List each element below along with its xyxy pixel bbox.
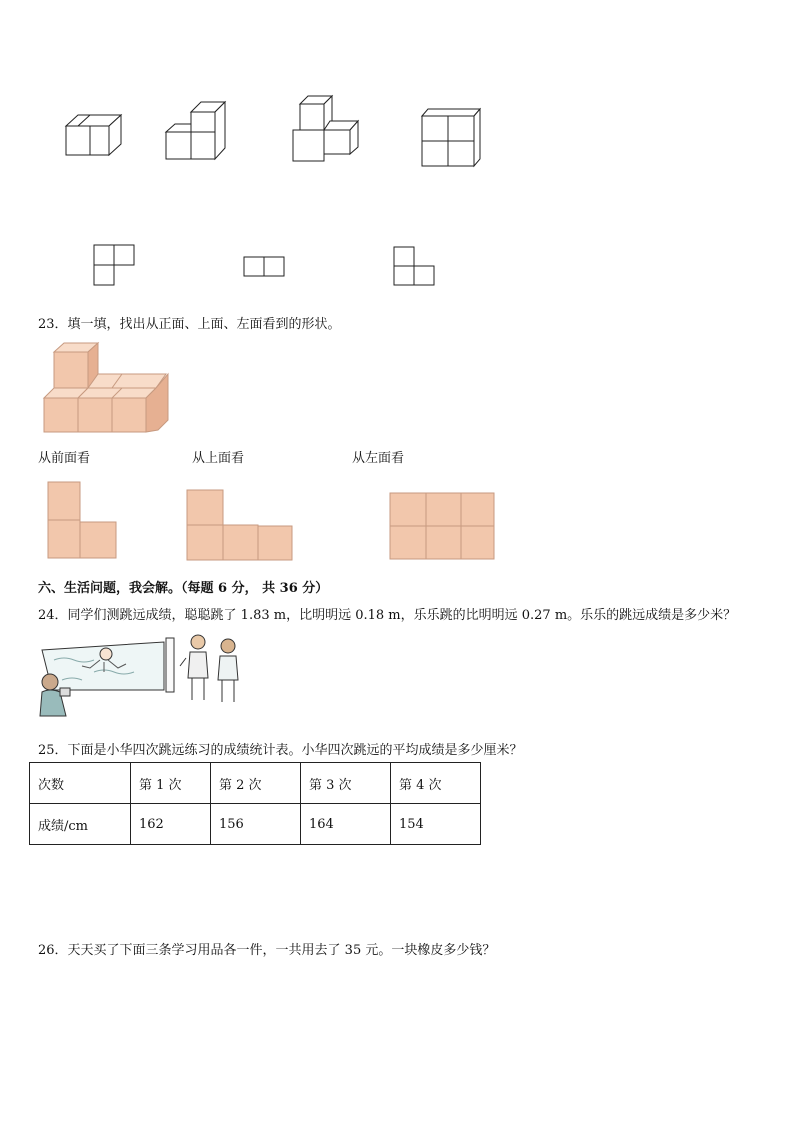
table-header-cell: 第 4 次 xyxy=(391,763,481,804)
cube-figure-2 xyxy=(163,98,233,162)
colored-cube-stack xyxy=(42,340,172,434)
table-cell: 162 xyxy=(131,804,211,845)
cube-figure-3 xyxy=(290,92,365,164)
cube-figure-4 xyxy=(418,106,488,170)
table-header-cell: 第 3 次 xyxy=(301,763,391,804)
table-cell: 156 xyxy=(211,804,301,845)
label-front-view: 从前面看 xyxy=(38,451,91,466)
table-cell: 154 xyxy=(391,804,481,845)
question-24: 24．同学们测跳远成绩，聪聪跳了 1.83 m，比明明远 0.18 m，乐乐跳的比明明远 0.27 m。乐乐的跳远成绩是多少米？ xyxy=(38,608,737,623)
table-header-cell: 第 2 次 xyxy=(211,763,301,804)
table-header-cell: 次数 xyxy=(30,763,131,804)
top-view-shape xyxy=(186,489,296,563)
view-shape-3 xyxy=(393,246,437,288)
question-23: 23．填一填，找出从正面、上面、左面看到的形状。 xyxy=(38,317,341,332)
front-view-shape xyxy=(47,481,119,561)
long-jump-illustration xyxy=(34,632,249,722)
question-25: 25．下面是小华四次跳远练习的成绩统计表。小华四次跳远的平均成绩是多少厘米？ xyxy=(38,743,523,758)
view-shape-2 xyxy=(243,256,287,278)
label-left-view: 从左面看 xyxy=(352,451,405,466)
label-top-view: 从上面看 xyxy=(192,451,245,466)
table-row xyxy=(30,804,481,845)
table-header-cell: 第 1 次 xyxy=(131,763,211,804)
jump-score-table xyxy=(29,762,481,845)
table-cell: 成绩/cm xyxy=(30,804,131,845)
question-26: 26．天天买了下面三条学习用品各一件，一共用去了 35 元。一块橡皮多少钱？ xyxy=(38,943,496,958)
cube-figure-1 xyxy=(60,110,130,160)
left-view-shape xyxy=(389,492,497,562)
table-cell: 164 xyxy=(301,804,391,845)
section-6-title: 六、生活问题，我会解。（每题 6 分， 共 36 分） xyxy=(38,581,329,596)
table-row xyxy=(30,763,481,804)
view-shape-1 xyxy=(93,244,137,288)
